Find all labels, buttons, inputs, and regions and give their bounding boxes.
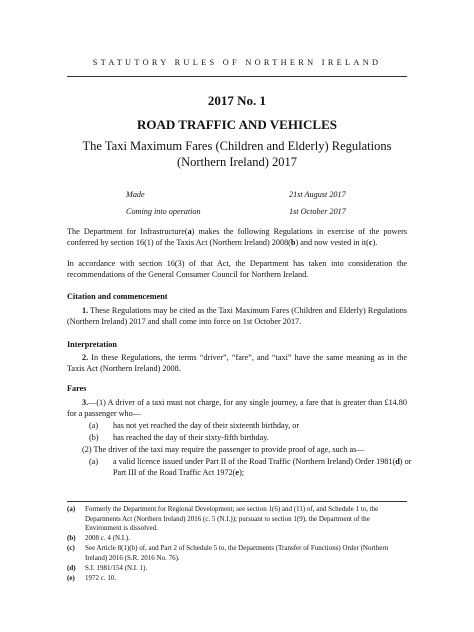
made-label: Made (126, 190, 145, 199)
regulation-title (67, 138, 407, 170)
series-title: STATUTORY RULES OF NORTHERN IRELAND (92, 58, 382, 67)
regulation-2: 2. In these Regulations, the terms “driver”, “fare”, and “taxi” have the same meaning as in the Taxis Act (Northern Ireland) 2008. (67, 353, 407, 374)
footnote-a: (a) Formerly the Department for Regional Development; see section 1(6) and (11) of, and Schedule 1 to, the Departments Act (Northern Ireland) 2016 (c. 5 (N.I.)); pursuant to section 1(9), the Department of the Environment is dissolved. (67, 505, 379, 533)
preamble-paragraph-1: The Department for Infrastructure(a) makes the following Regulations in exercise of the powers conferred by section 16(1) of the Taxis Act (Northern Ireland) 2008(b) and now vested in it(c). (67, 227, 407, 248)
instrument-number: 2017 No. 1 (207, 93, 267, 108)
made-date: 21st August 2017 (289, 190, 346, 199)
preamble-paragraph-2: In accordance with section 16(3) of that Act, the Department has taken into consideration the recommendations of the General Consumer Council for Northern Ireland. (67, 259, 407, 280)
regulation-title-line1: The Taxi Maximum Fares (Children and Elderly) Regulations (82, 139, 392, 153)
citation-heading: Citation and commencement (67, 292, 168, 301)
proof-item-a: (a) a valid licence issued under Part II of the Road Traffic (Northern Ireland) Order 1981(d) or Part III of the Road Traffic Act 1972(e); (89, 457, 412, 478)
header-rule (67, 76, 407, 77)
fares-item-b: (b) has reached the day of their sixty-fifth birthday. (89, 433, 269, 442)
regulation-3-2: (2) The driver of the taxi may require the passenger to provide proof of age, such as— (82, 445, 365, 454)
footnote-rule (67, 501, 407, 502)
regulation-3-1: 3.—(1) A driver of a taxi must not charge, for any single journey, a fare that is greater than £14.80 for a passenger who— (67, 398, 407, 419)
footnote-c: (c) See Article 8(1)(b) of, and Part 2 of Schedule 5 to, the Departments (Transfer of Functions) Order (Northern Ireland) 2016 (S.R. 2016 No. 76). (67, 544, 389, 562)
operation-date: 1st October 2017 (289, 207, 346, 216)
subject-heading: ROAD TRAFFIC AND VEHICLES (137, 117, 337, 132)
interpretation-heading: Interpretation (67, 340, 117, 349)
footnote-b: (b) 2008 c. 4 (N.I.). (67, 534, 130, 542)
footnote-d: (d) S.I. 1981/154 (N.I. 1). (67, 564, 148, 572)
regulation-title-line2: (Northern Ireland) 2017 (176, 155, 298, 169)
footnote-e: (e) 1972 c. 10. (67, 574, 117, 582)
fares-item-a: (a) has not yet reached the day of their sixteenth birthday, or (89, 421, 300, 430)
regulation-1: 1. These Regulations may be cited as the Taxi Maximum Fares (Children and Elderly) Regulations (Northern Ireland) 2017 and shall come into force on 1st October 2017. (67, 306, 407, 327)
operation-label: Coming into operation (126, 207, 201, 216)
fares-heading: Fares (67, 384, 87, 393)
